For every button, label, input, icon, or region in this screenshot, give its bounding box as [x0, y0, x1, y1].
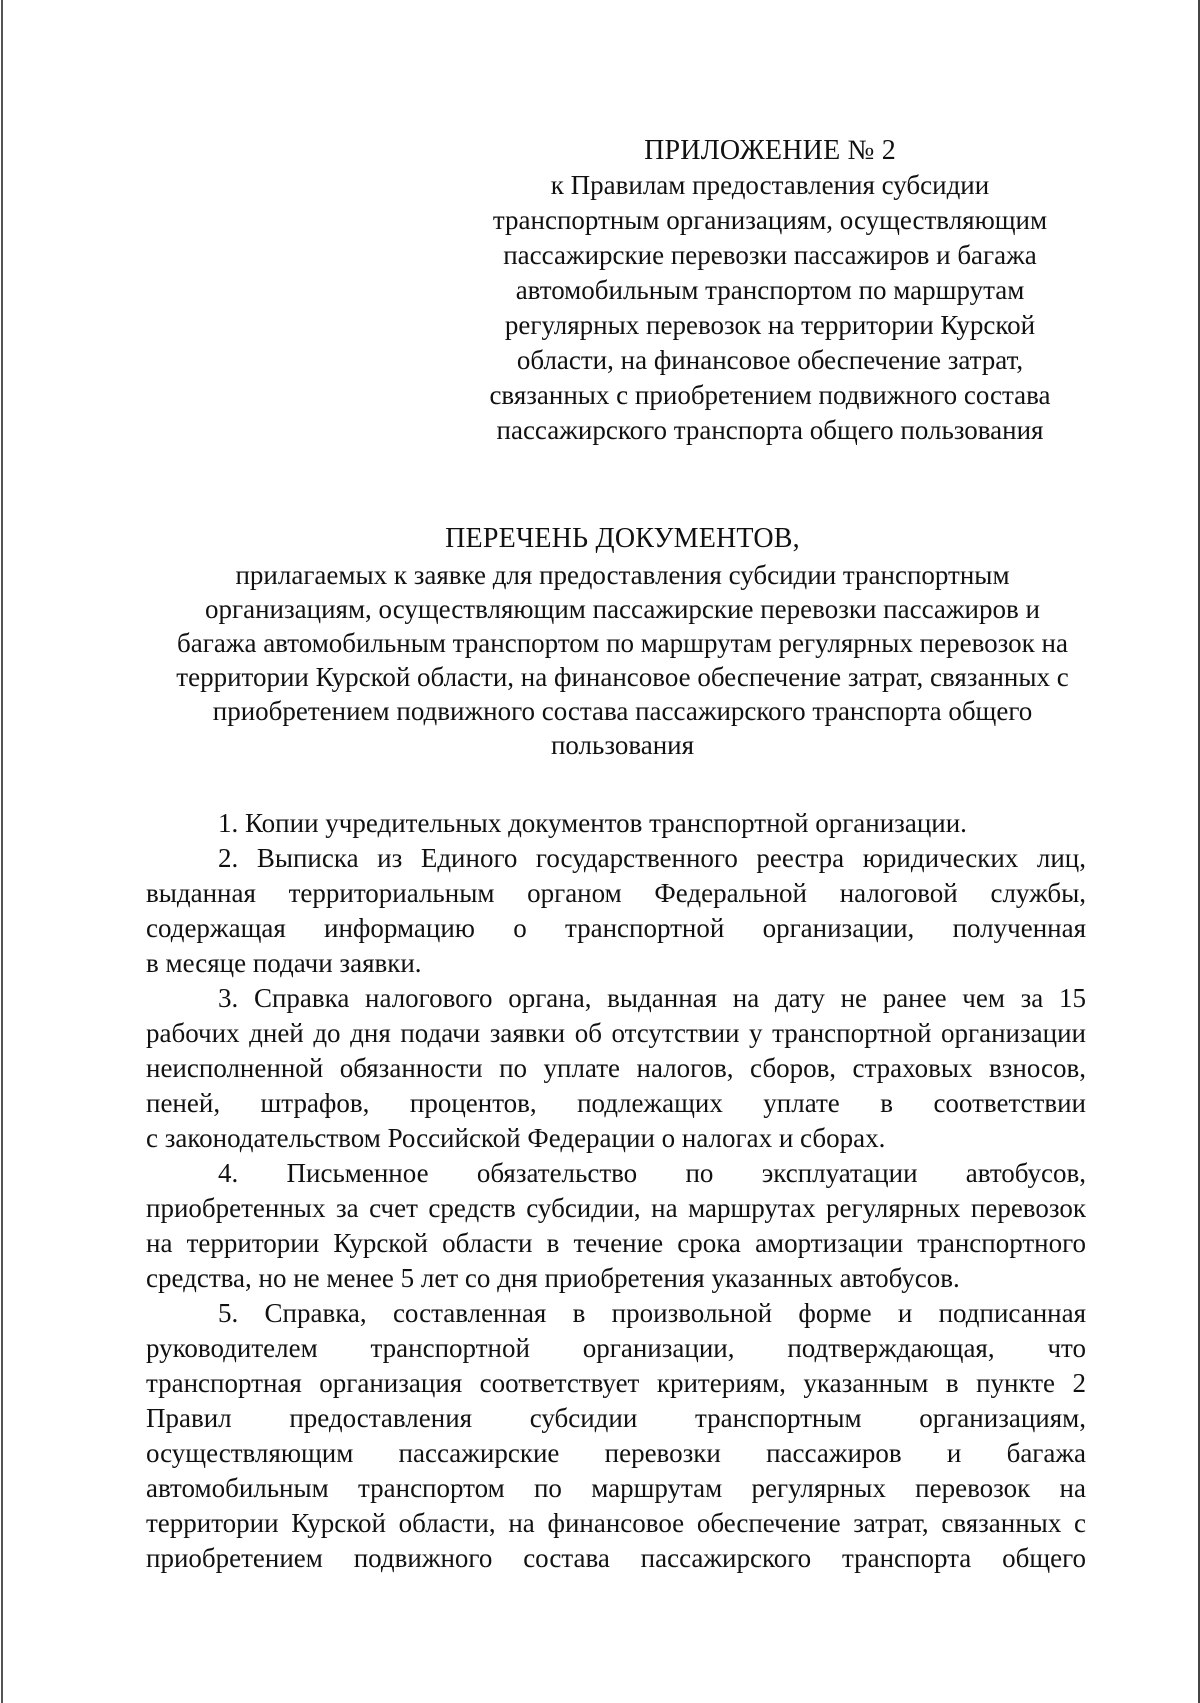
list-item-5	[146, 1296, 1086, 1576]
list-item-line: средства, но не менее 5 лет со дня приобретения указанных автобусов.	[146, 1263, 960, 1293]
list-item-line: пеней, штрафов, процентов, подлежащих уплате в соответствии	[146, 1088, 1086, 1118]
appendix-line: регулярных перевозок на территории Курской	[504, 310, 1036, 340]
list-item-line: Правил предоставления субсидии транспортным организациям,	[146, 1403, 1086, 1433]
heading-line: организациям, осуществляющим пассажирские перевозки пассажиров и	[205, 594, 1040, 624]
list-item-line: осуществляющим пассажирские перевозки пассажиров и багажа	[146, 1438, 1086, 1468]
document-title: ПЕРЕЧЕНЬ ДОКУМЕНТОВ,	[445, 523, 800, 554]
list-item-line: 5. Справка, составленная в произвольной форме и подписанная	[218, 1298, 1086, 1328]
list-item-line: выданная территориальным органом Федеральной налоговой службы,	[146, 878, 1086, 908]
list-item-line: приобретением подвижного состава пассажирского транспорта общего	[146, 1543, 1086, 1573]
appendix-line: к Правилам предоставления субсидии	[550, 170, 990, 200]
list-item-4	[146, 1156, 1086, 1296]
appendix-line: автомобильным транспортом по маршрутам	[515, 275, 1025, 305]
document-list	[146, 806, 1086, 1576]
appendix-line: пассажирского транспорта общего пользования	[496, 415, 1044, 445]
appendix-header	[470, 133, 1070, 448]
appendix-line: транспортным организациям, осуществляющим	[492, 205, 1048, 235]
list-item-line: 3. Справка налогового органа, выданная на дату не ранее чем за 15	[218, 983, 1086, 1013]
appendix-line: области, на финансовое обеспечение затрат,	[516, 345, 1024, 375]
list-item-line: территории Курской области, на финансовое обеспечение затрат, связанных с	[146, 1508, 1086, 1538]
list-item-line: 2. Выписка из Единого государственного реестра юридических лиц,	[218, 843, 1086, 873]
heading-line: багажа автомобильным транспортом по маршрутам регулярных перевозок на	[177, 628, 1068, 658]
list-item-1	[146, 806, 1086, 841]
heading-line: приобретением подвижного состава пассажирского транспорта общего	[212, 696, 1033, 726]
heading-line: территории Курской области, на финансовое обеспечение затрат, связанных с	[176, 662, 1069, 692]
list-item-line: автомобильным транспортом по маршрутам регулярных перевозок на	[146, 1473, 1086, 1503]
heading-line: пользования	[550, 730, 695, 760]
list-item-line: в месяце подачи заявки.	[146, 948, 422, 978]
scan-edge-left	[1, 0, 3, 1703]
list-item-line: 1. Копии учредительных документов транспортной организации.	[218, 808, 967, 838]
document-heading	[140, 522, 1105, 762]
list-item-line: транспортная организация соответствует критериям, указанным в пункте 2	[146, 1368, 1086, 1398]
list-item-line: приобретенных за счет средств субсидии, на маршрутах регулярных перевозок	[146, 1193, 1086, 1223]
list-item-line: на территории Курской области в течение срока амортизации транспортного	[146, 1228, 1086, 1258]
list-item-line: рабочих дней до дня подачи заявки об отсутствии у транспортной организации	[146, 1018, 1086, 1048]
heading-line: прилагаемых к заявке для предоставления субсидии транспортным	[235, 560, 1010, 590]
appendix-line: пассажирские перевозки пассажиров и багажа	[503, 240, 1037, 270]
list-item-2	[146, 841, 1086, 981]
list-item-line: неисполненной обязанности по уплате налогов, сборов, страховых взносов,	[146, 1053, 1086, 1083]
list-item-line: с законодательством Российской Федерации о налогах и сборах.	[146, 1123, 886, 1153]
list-item-line: руководителем транспортной организации, подтверждающая, что	[146, 1333, 1086, 1363]
appendix-title: ПРИЛОЖЕНИЕ № 2	[644, 135, 896, 166]
list-item-3	[146, 981, 1086, 1156]
appendix-line: связанных с приобретением подвижного состава	[489, 380, 1051, 410]
list-item-line: 4. Письменное обязательство по эксплуатации автобусов,	[218, 1158, 1086, 1188]
list-item-line: содержащая информацию о транспортной организации, полученная	[146, 913, 1086, 943]
